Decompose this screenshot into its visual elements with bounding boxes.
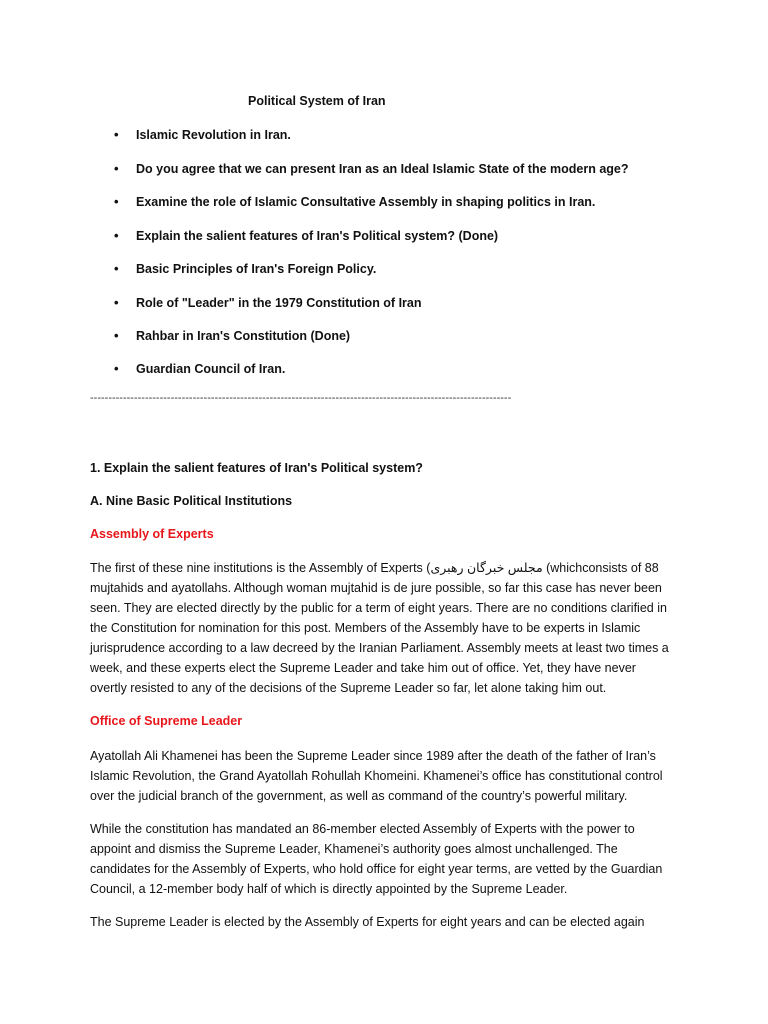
list-item-text: Basic Principles of Iran's Foreign Policy. xyxy=(136,262,377,276)
list-item-text: Examine the role of Islamic Consultative Assembly in shaping politics in Iran. xyxy=(136,195,596,209)
paragraph-line: While the constitution has mandated an 86-member elected Assembly of Experts with the power to xyxy=(90,822,635,836)
list-item xyxy=(114,161,629,176)
list-item xyxy=(114,261,376,276)
paragraph-line: candidates for the Assembly of Experts, who hold office for eight year terms, are vetted by the Guardian xyxy=(90,862,663,876)
office-of-supreme-leader-heading: Office of Supreme Leader xyxy=(90,714,243,728)
list-item xyxy=(114,228,498,243)
assembly-of-experts-heading: Assembly of Experts xyxy=(90,527,214,541)
document-title: Political System of Iran xyxy=(248,94,386,108)
supreme-leader-paragraph-1 xyxy=(90,746,680,806)
paragraph-line: mujtahids and ayatollahs. Although woman mujtahid is de jure possible, so far this case has never been xyxy=(90,581,662,595)
paragraph-line: overtly resisted to any of the decisions of the Supreme Leader so far, let alone taking him out. xyxy=(90,681,607,695)
list-item xyxy=(114,328,350,343)
paragraph-line: Islamic Revolution, the Grand Ayatollah Rohullah Khomeini. Khamenei’s office has constitutional control xyxy=(90,769,663,783)
paragraph-line: over the judicial branch of the government, as well as command of the country’s powerful military. xyxy=(90,789,628,803)
bullet-icon: • xyxy=(114,261,119,276)
bullet-icon: • xyxy=(114,161,119,176)
paragraph-line: The first of these nine institutions is the Assembly of Experts (مجلس خبرگان رهبری (whichconsists of 88 xyxy=(90,561,659,575)
paragraph-line: Council, a 12-member body half of which is directly appointed by the Supreme Leader. xyxy=(90,882,568,896)
paragraph-line: week, and these experts elect the Supreme Leader and take him out of office. Yet, they have never xyxy=(90,661,636,675)
list-item-text: Rahbar in Iran's Constitution (Done) xyxy=(136,329,351,343)
paragraph-line: appoint and dismiss the Supreme Leader, Khamenei’s authority goes almost unchallenged. The xyxy=(90,842,618,856)
question-heading: 1. Explain the salient features of Iran's Political system? xyxy=(90,461,423,475)
bullet-icon: • xyxy=(114,328,119,343)
paragraph-line: Ayatollah Ali Khamenei has been the Supreme Leader since 1989 after the death of the father of Iran’s xyxy=(90,749,656,763)
list-item-text: Do you agree that we can present Iran as an Ideal Islamic State of the modern age? xyxy=(136,162,629,176)
list-item-text: Islamic Revolution in Iran. xyxy=(136,128,291,142)
bullet-icon: • xyxy=(114,194,119,209)
section-heading: A. Nine Basic Political Institutions xyxy=(90,494,293,508)
list-item-text: Guardian Council of Iran. xyxy=(136,362,286,376)
list-item xyxy=(114,295,422,310)
supreme-leader-paragraph-3 xyxy=(90,912,680,932)
assembly-of-experts-paragraph xyxy=(90,558,680,698)
bullet-icon: • xyxy=(114,361,119,376)
bullet-icon: • xyxy=(114,127,119,142)
supreme-leader-paragraph-2 xyxy=(90,819,680,899)
paragraph-line: seen. They are elected directly by the public for a term of eight years. There are no conditions clarified in xyxy=(90,601,667,615)
bullet-icon: • xyxy=(114,295,119,310)
list-item xyxy=(114,361,285,376)
list-item-text: Explain the salient features of Iran's Political system? (Done) xyxy=(136,229,499,243)
list-item-text: Role of "Leader" in the 1979 Constitution of Iran xyxy=(136,296,422,310)
list-item xyxy=(114,194,595,209)
list-item xyxy=(114,127,291,142)
paragraph-line: The Supreme Leader is elected by the Assembly of Experts for eight years and can be elected again xyxy=(90,915,645,929)
dashed-divider: ------------------------------------------------------------------------------------------------------------------- xyxy=(90,393,512,404)
paragraph-line: jurisprudence according to a law decreed by the Iranian Parliament. Assembly meets at least two times a xyxy=(90,641,669,655)
paragraph-line: the Constitution for nomination for this post. Members of the Assembly have to be experts in Islamic xyxy=(90,621,641,635)
bullet-icon: • xyxy=(114,228,119,243)
